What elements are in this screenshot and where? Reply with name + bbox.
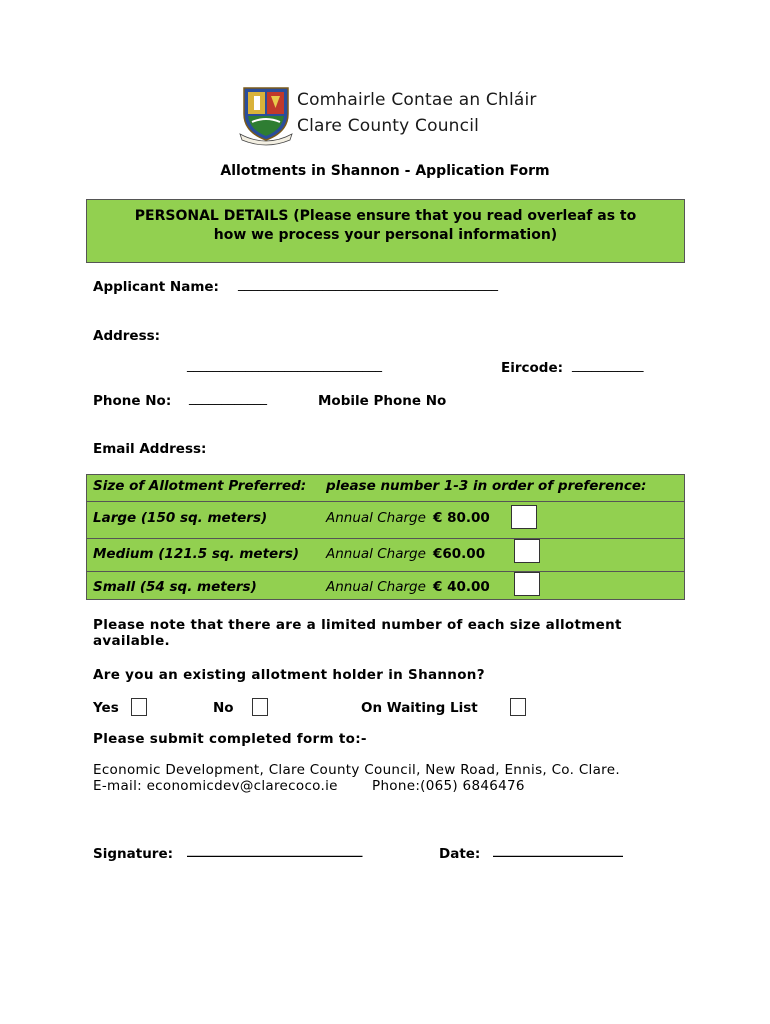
org-name-irish: Comhairle Contae an Chláir — [297, 90, 537, 110]
waiting-list-label: On Waiting List — [361, 700, 478, 716]
small-charge-value: € 40.00 — [433, 579, 490, 595]
large-preference-box[interactable] — [511, 505, 537, 529]
form-title: Allotments in Shannon - Application Form — [220, 163, 550, 179]
eircode-label: Eircode: — [501, 360, 564, 376]
eircode-field[interactable]: ___________ — [572, 358, 644, 373]
yes-label: Yes — [93, 700, 119, 716]
email-label: Email Address: — [93, 441, 207, 457]
large-charge-label: Annual Charge — [326, 510, 426, 526]
contact-phone: Phone:(065) 6846476 — [372, 778, 525, 794]
contact-address: Economic Development, Clare County Council, New Road, Ennis, Co. Clare. — [93, 762, 620, 778]
size-small-label: Small (54 sq. meters) — [93, 579, 257, 595]
signature-label: Signature: — [93, 846, 174, 862]
county-crest-icon — [238, 84, 294, 146]
preference-instruction: please number 1-3 in order of preference: — [326, 478, 647, 494]
medium-preference-box[interactable] — [514, 539, 540, 563]
org-name-english: Clare County Council — [297, 116, 480, 136]
personal-details-line2: how we process your personal information) — [213, 227, 558, 243]
address-label: Address: — [93, 328, 161, 344]
large-charge-value: € 80.00 — [433, 510, 490, 526]
personal-details-line1: PERSONAL DETAILS (Please ensure that you read overleaf as to — [134, 208, 637, 224]
contact-email: E-mail: economicdev@clarecoco.ie — [93, 778, 338, 794]
phone-field[interactable]: ____________ — [189, 391, 267, 406]
date-field[interactable]: ____________________ — [493, 843, 623, 858]
submit-heading: Please submit completed form to:- — [93, 731, 367, 747]
limited-note-line2: available. — [93, 633, 170, 649]
phone-label: Phone No: — [93, 393, 172, 409]
limited-note-line1: Please note that there are a limited number of each size allotment — [93, 617, 622, 633]
address-field[interactable]: ______________________________ — [187, 358, 382, 373]
applicant-name-field[interactable]: ________________________________________ — [238, 277, 498, 292]
personal-details-banner — [86, 199, 685, 263]
size-preferred-header: Size of Allotment Preferred: — [93, 478, 307, 494]
applicant-name-label: Applicant Name: — [93, 279, 219, 295]
medium-charge-label: Annual Charge — [326, 546, 426, 562]
no-label: No — [213, 700, 234, 716]
size-medium-label: Medium (121.5 sq. meters) — [93, 546, 300, 562]
waiting-list-checkbox[interactable] — [510, 698, 526, 716]
mobile-phone-label: Mobile Phone No — [318, 393, 447, 409]
size-large-label: Large (150 sq. meters) — [93, 510, 268, 526]
no-checkbox[interactable] — [252, 698, 268, 716]
small-preference-box[interactable] — [514, 572, 540, 596]
date-label: Date: — [439, 846, 481, 862]
existing-holder-question: Are you an existing allotment holder in Shannon? — [93, 667, 485, 683]
small-charge-label: Annual Charge — [326, 579, 426, 595]
yes-checkbox[interactable] — [131, 698, 147, 716]
signature-field[interactable]: ___________________________ — [187, 843, 363, 858]
allotment-preference-table — [86, 474, 685, 600]
medium-charge-value: €60.00 — [433, 546, 486, 562]
